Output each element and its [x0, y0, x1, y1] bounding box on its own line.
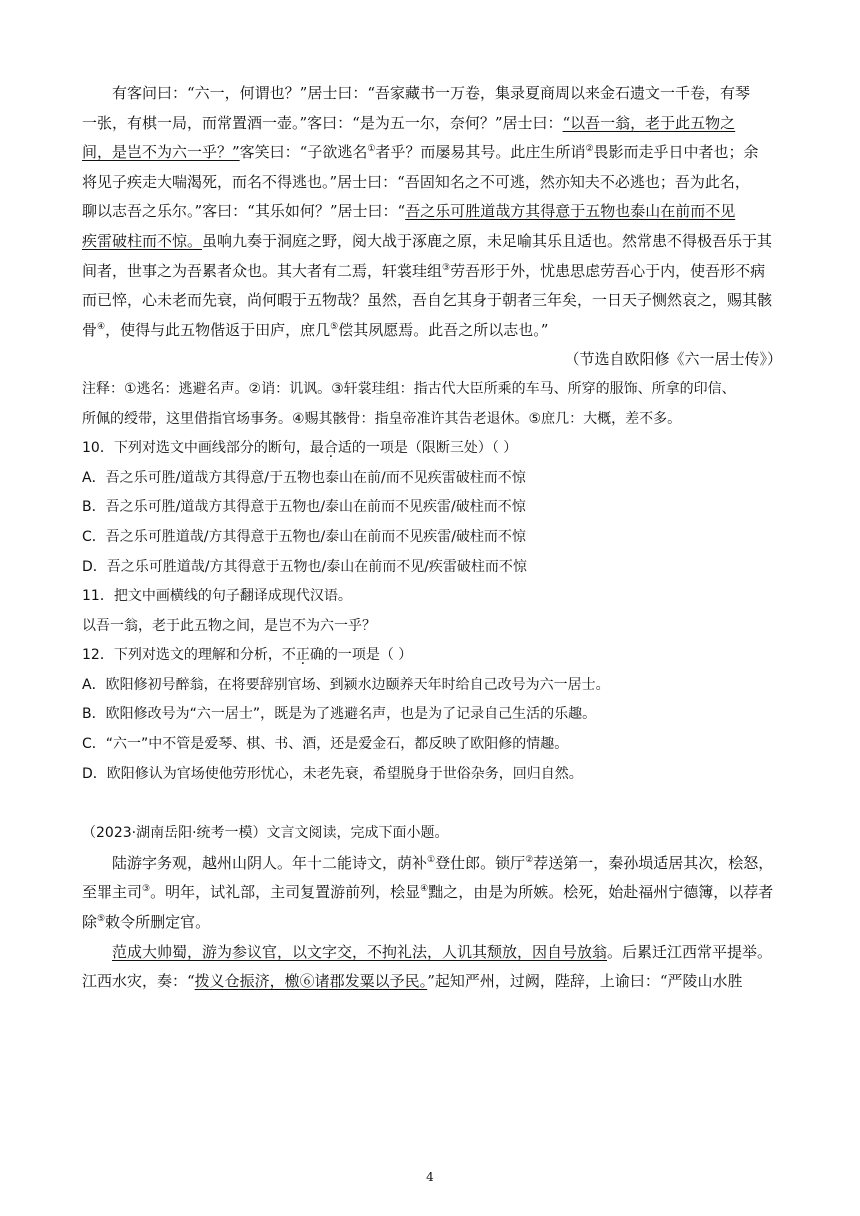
passage-line — [82, 260, 782, 282]
passage-text: 荐送第一，秦孙埙适居其次，桧怒， — [533, 853, 774, 872]
footnote-marker: ⑤ — [330, 321, 339, 332]
passage-line — [82, 911, 782, 933]
question-text: 12．下列对选文的理解和分析， — [82, 647, 282, 664]
page-content — [82, 82, 782, 1000]
passage-text: 虽响九奏于洞庭之野，阅大战于涿鹿之原，未足喻其乐且适也。然常患不得极吾乐于其 — [202, 231, 773, 250]
question-12-option-a: A．欧阳修初号醉翁，在将要辞别官场、到颍水边颐养天年时给自己改号为六一居士。 — [82, 676, 610, 693]
passage-text: 陆游字务观，越州山阴人。年十二能诗文，荫补 — [112, 853, 428, 872]
spacer — [82, 792, 782, 822]
question-text: 10．下列对选文中画线部分的断句， — [82, 440, 310, 457]
question-10-option-a: A．吾之乐可胜/道哉方其得意/于五物也泰山在前/而不见疾雷破柱而不惊 — [82, 469, 526, 486]
passage-line — [82, 141, 782, 163]
section-header: （2023·湖南岳阳·统考一模）文言文阅读，完成下面小题。 — [82, 825, 449, 842]
passage-line — [82, 200, 782, 222]
passage-text: 黜之，由是为所嫉。桧死，始赴福州宁德簿，以荐者 — [428, 883, 774, 902]
underlined-sentence: 间，是岂不为六一乎？” — [82, 143, 240, 162]
emphasis-text: 不正确 — [281, 647, 324, 664]
underlined-passage: 吾之乐可胜道哉方其得意于五物也泰山在前而不见 — [405, 202, 736, 221]
passage-line — [82, 319, 782, 341]
passage-line — [82, 881, 782, 903]
passage-text: 。明年，试礼部，主司复置游前列，桧显 — [150, 883, 421, 902]
question-12-option-b: B．欧阳修改号为“六一居士”，既是为了逃避名声，也是为了记录自己生活的乐趣。 — [82, 706, 597, 723]
passage-text: ”起知严州，过阙，陛辞，上谕曰：“严陵山水胜 — [427, 972, 743, 991]
passage-text: 江西水灾，奏：“ — [82, 972, 195, 991]
passage-text: 骨 — [82, 320, 98, 339]
footnote-marker: ④ — [97, 321, 106, 332]
question-10-option-b: B．吾之乐可胜/道哉方其得意于五物也/泰山在前而不见疾雷/破柱而不惊 — [82, 499, 526, 516]
passage-source: （节选自欧阳修《六一居士传》） — [564, 350, 782, 369]
passage-text: 偿其夙愿焉。此吾之所以志也。” — [338, 320, 549, 339]
passage-line — [82, 171, 782, 193]
footnote-marker: ③ — [142, 884, 151, 895]
question-10-stem — [82, 437, 782, 459]
underlined-sentence: 拨义仓振济，檄⑥诸郡发粟以予民。 — [194, 972, 428, 991]
footnote-marker: ① — [427, 854, 436, 865]
footnote-marker: ④ — [420, 884, 429, 895]
passage-text: 畏影而走乎日中者也；余 — [593, 143, 759, 162]
question-12-stem — [82, 644, 782, 666]
underlined-passage: 疾雷破柱而不惊。 — [82, 231, 203, 250]
question-11-sentence: 以吾一翁，老于此五物之间，是岂不为六一乎？ — [82, 617, 376, 634]
question-text: 的一项是（限断三处）（ ） — [351, 440, 518, 457]
page-number: 4 — [426, 1170, 434, 1184]
passage-text: 除 — [82, 913, 98, 932]
question-12-option-d: D．欧阳修认为官场使他劳形忧心，未老先衰，希望脱身于世俗杂务，回归自然。 — [82, 765, 583, 782]
question-11-stem: 11．把文中画横线的句子翻译成现代汉语。 — [82, 588, 352, 605]
passage-text: 将见子疾走大喘渴死，而名不得逃也。”居士曰：“吾固知名之不可逃，然亦知夫不必逃也；吾为此名， — [82, 172, 750, 191]
question-10-option-d: D．吾之乐可胜道哉/方其得意于五物也/泰山在前而不见/疾雷破柱而不惊 — [82, 558, 527, 575]
passage-text: ，使得与此五物偕返于田庐，庶几 — [105, 320, 331, 339]
underlined-sentence: “以吾一翁，老于此五物之 — [562, 113, 736, 132]
passage-text: 有客问曰：“六一，何谓也？”居士曰：“吾家藏书一万卷，集录夏商周以来金石遗文一千卷，有琴 — [112, 84, 751, 102]
passage-text: 劳吾形于外，忧患思虑劳吾心于内，使吾形不病 — [450, 261, 766, 280]
passage-text: 者乎？而屡易其号。此庄生所诮 — [375, 143, 586, 162]
passage-text: 一张，有棋一局，而常置酒一壶。”客曰：“是为五一尔，奈何？”居士曰： — [82, 113, 563, 132]
passage-text: 敕令所删定官。 — [105, 913, 211, 932]
passage-line — [82, 941, 782, 963]
footnote-marker: ② — [525, 854, 534, 865]
footnote-marker: ⑤ — [97, 914, 106, 925]
footnote-marker: ② — [585, 144, 594, 155]
passage-text: 至罪主司 — [82, 883, 143, 902]
passage-text: 客笑曰：“子欲逃名 — [239, 143, 368, 162]
passage-line — [82, 82, 782, 104]
question-12-option-c: C．“六一”中不管是爱琴、棋、书、酒，还是爱金石，都反映了欧阳修的情趣。 — [82, 736, 569, 753]
footnote-marker: ③ — [442, 262, 451, 273]
passage-text: 登仕郎。锁厅 — [435, 853, 526, 872]
emphasis-text: 最合适 — [309, 440, 352, 457]
passage-line — [82, 852, 782, 874]
passage-line — [82, 289, 782, 311]
passage-text: 间者，世事之为吾累者众也。其大者有二焉，轩裳珪组 — [82, 261, 443, 280]
passage-line — [82, 112, 782, 134]
passage-text: 。后累迁江西常平提举。 — [607, 942, 773, 961]
question-10-option-c: C．吾之乐可胜道哉/方其得意于五物也/泰山在前而不见疾雷/破柱而不惊 — [82, 528, 526, 545]
passage-text: 而已悴，心未老而先衰，尚何暇于五物哉？虽然，吾自乞其身于朝者三年矣，一日天子恻然哀之，赐其骸 — [82, 291, 773, 310]
footnote-marker: ① — [367, 144, 376, 155]
underlined-sentence: 范成大帅蜀，游为参议官，以文字交，不拘礼法，人讥其颓放，因自号放翁 — [112, 942, 608, 961]
notes-line: 注释：①逃名：逃避名声。②诮：讥讽。③轩裳珪组：指古代大臣所乘的车马、所穿的服饰、所拿的印信、 — [82, 380, 736, 397]
question-text: 的一项是（ ） — [323, 647, 413, 664]
passage-line — [82, 230, 782, 252]
passage-line — [82, 970, 782, 992]
notes-line: 所佩的绶带，这里借指官场事务。④赐其骸骨：指皇帝准许其告老退休。⑤庶几：大概，差不多。 — [82, 410, 682, 427]
passage-text: 聊以志吾之乐尔。”客曰：“其乐如何？”居士曰：“ — [82, 202, 406, 221]
